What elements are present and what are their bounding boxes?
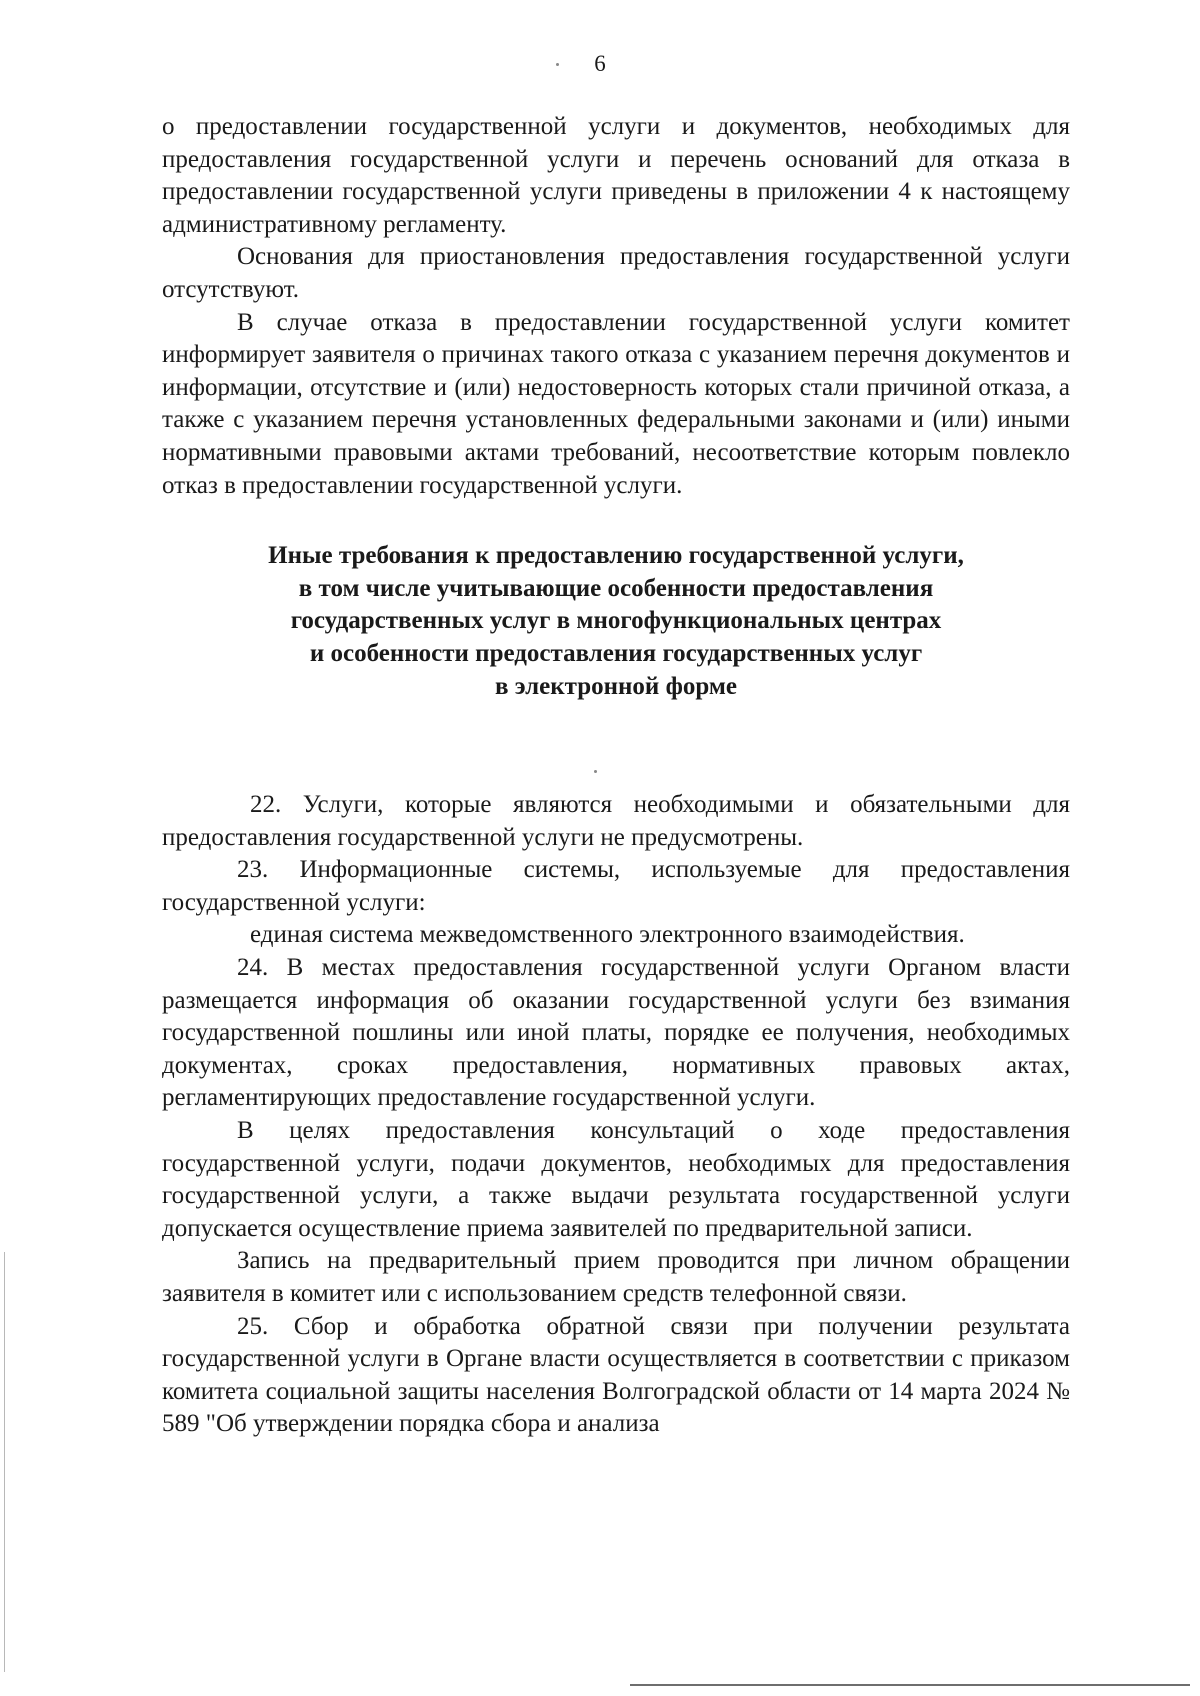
scan-bottom-line [630, 1684, 1190, 1686]
document-body [162, 111, 1070, 1441]
paragraph-suspension-grounds: Основания для приостановления предоставления государственной услуги отсутствуют. [162, 243, 1070, 303]
heading-line: Иные требования к предоставлению государственной услуги, [268, 542, 964, 570]
page-number: 6 [594, 51, 606, 76]
heading-line: государственных услуг в многофункциональных центрах [290, 607, 942, 635]
scan-speck [594, 770, 597, 773]
heading-line: в электронной форме [494, 672, 738, 700]
paragraph-23: 23. Информационные системы, используемые для предоставления государственной услуги: [162, 856, 1070, 916]
paragraph-refusal-info: В случае отказа в предоставлении государственной услуги комитет информирует заявителя о причинах такого отказа с указанием перечня документов и информации, отсутствие и (или) недостоверность которых стали причиной отказа, а также с указанием перечня установленных федеральными законами и (или) иными нормативными правовыми актами требований, несоответствие которым повлекло отказ в предоставлении государственной услуги. [162, 308, 1070, 499]
paragraph-22: 22. Услуги, которые являются необходимыми и обязательными для предоставления государственной услуги не предусмотрены. [162, 791, 1070, 851]
paragraph-consultations: В целях предоставления консультаций о ходе предоставления государственной услуги, подачи документов, необходимых для предоставления государственной услуги, а также выдачи результата государственной услуги допускается осуществление приема заявителей по предварительной записи. [162, 1117, 1070, 1242]
spacer [162, 703, 1070, 789]
scan-edge-mark [4, 1252, 5, 1672]
section-heading [162, 540, 1070, 703]
paragraph-24: 24. В местах предоставления государственной услуги Органом власти размещается информация об оказании государственной услуги без взимания государственной пошлины или иной платы, порядке ее получения, необходимых документах, сроках предоставления, нормативных правовых актах, регламентирующих предоставление государственной услуги. [162, 954, 1070, 1112]
paragraph-25: 25. Сбор и обработка обратной связи при получении результата государственной услуги в Органе власти осуществляется в соответствии с приказом комитета социальной защиты населения Волгоградской области от 14 марта 2024 № 589 "Об утверждении порядка сбора и анализа [162, 1312, 1070, 1438]
paragraph-23-item: единая система межведомственного электронного взаимодействия. [250, 921, 965, 949]
heading-line: в том числе учитывающие особенности предоставления [298, 574, 934, 602]
paragraph-pre-registration: Запись на предварительный прием проводится при личном обращении заявителя в комитет или с использованием средств телефонной связи. [162, 1247, 1070, 1307]
paragraph-documents-list: о предоставлении государственной услуги и документов, необходимых для предоставления государственной услуги и перечень оснований для отказа в предоставлении государственной услуги приведены в приложении 4 к настоящему административному регламенту. [162, 113, 1070, 238]
scan-speck [556, 63, 559, 66]
heading-line: и особенности предоставления государственных услуг [309, 639, 923, 667]
